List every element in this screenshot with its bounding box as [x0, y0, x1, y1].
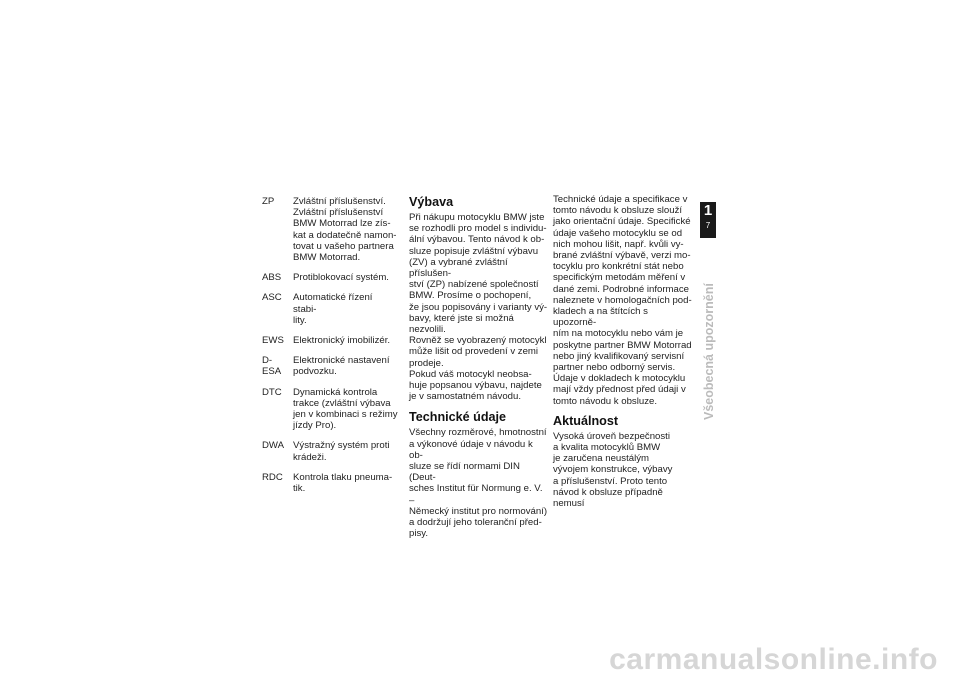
- watermark: carmanualsonline.info: [609, 643, 938, 676]
- abbreviation-description: Kontrola tlaku pneuma- tik.: [293, 471, 393, 495]
- abbreviation-list: [262, 196, 398, 503]
- abbreviation-term: ZP: [262, 196, 275, 207]
- section-heading-vybava: Výbava: [409, 195, 454, 209]
- abbreviation-row: [262, 355, 398, 377]
- abbreviation-row: [262, 272, 398, 283]
- abbreviation-description: Zvláštní příslušenství. Zvláštní příslušenství BMW Motorrad lze zís- kat a dodatečně namon- tovat u vašeho partnera BMW Motorrad.: [293, 196, 397, 264]
- abbreviation-term: DWA: [262, 440, 285, 452]
- chapter-number: 1: [703, 202, 713, 219]
- abbreviation-row: [262, 440, 398, 462]
- abbreviation-term: D- ESA: [262, 355, 282, 378]
- abbreviation-row: [262, 472, 398, 494]
- section-text-specifications: Technické údaje a specifikace v tomto návodu k obsluze slouží jako orientační údaje. Specifické údaje vašeho motocyklu se od nich mohou lišit, např. kvůli vy- brané zvláštní výbavě, verzi mo- tocyklu pro konkrétní stát nebo specifickým metodám měření v dané zemi. Podrobné informace naleznete v homologačních pod- kladech a na štítcích s upozorně- ním na motocyklu nebo vám je poskytne partner BMW Motorrad nebo jiný kvalifikovaný servisní partner nebo odborný servis. Údaje v dokladech k motocyklu mají vždy přednost před údaji v tomto návodu k obsluze.: [553, 194, 692, 407]
- abbreviation-term: ASC: [262, 292, 282, 304]
- abbreviation-term: RDC: [262, 471, 283, 483]
- abbreviation-row: [262, 387, 398, 432]
- abbreviation-description: Automatické řízení stabi- lity.: [293, 292, 373, 326]
- section-text-aktualnost: Vysoká úroveň bezpečnosti a kvalita motocyklů BMW je zaručena neustálým vývojem konstrukce, výbavy a příslušenství. Proto tento návod k obsluze případně nemusí: [553, 430, 673, 510]
- abbreviation-description: Protiblokovací systém.: [293, 272, 389, 284]
- section-text-technicke-udaje: Všechny rozměrové, hmotnostní a výkonové údaje v návodu k ob- sluze se řídí normami DIN (Deut- sches Institut für Normung e. V. – Německý institut pro normování) a dodržují jeho toleranční před- pisy.: [409, 427, 548, 540]
- section-heading-technicke-udaje: Technické údaje: [409, 410, 507, 425]
- section-text-vybava: Při nákupu motocyklu BMW jste se rozhodli pro model s individu- ální výbavou. Tento návod k ob- sluze popisuje zvláštní výbavu (ZV) a vybrané zvláštní příslušen- ství (ZP) nabízené společností BMW. Prosíme o pochopení, že jsou popisovány i varianty vý- bavy, které jste si možná nezvolili. Rovněž se vyobrazený motocykl může lišit od provedení v zemi prodeje. Pokud váš motocykl neobsa- huje popsanou výbavu, najdete je v samostatném návodu.: [409, 212, 548, 403]
- chapter-title: Všeobecná upozornění: [702, 283, 716, 420]
- abbreviation-term: DTC: [262, 386, 282, 398]
- section-heading-aktualnost: Aktuálnost: [553, 413, 619, 428]
- abbreviation-description: Dynamická kontrola trakce (zvláštní výbava jen v kombinaci s režimy jízdy Pro).: [293, 386, 398, 432]
- page-number: 7: [705, 221, 711, 230]
- column-specs-currency: [553, 194, 693, 509]
- abbreviation-term: ABS: [262, 272, 282, 284]
- abbreviation-term: EWS: [262, 335, 284, 347]
- abbreviation-row: [262, 292, 398, 326]
- column-equipment-specs: [409, 194, 549, 539]
- abbreviation-description: Výstražný systém proti krádeži.: [293, 440, 390, 463]
- abbreviation-description: Elektronický imobilizér.: [293, 335, 391, 347]
- abbreviation-row: [262, 196, 398, 263]
- abbreviation-description: Elektronické nastavení podvozku.: [293, 355, 390, 378]
- chapter-tab: [700, 202, 716, 238]
- abbreviation-row: [262, 335, 398, 346]
